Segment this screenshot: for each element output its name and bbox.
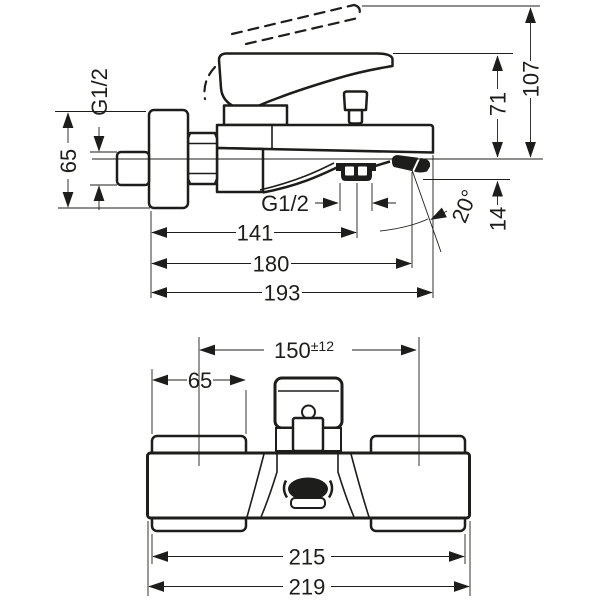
dim-label-65-side: 65 xyxy=(56,148,81,174)
dim-handle-height xyxy=(486,56,511,157)
supply-stub xyxy=(117,152,149,185)
dim-label-107: 107 xyxy=(518,60,544,98)
dim-label-20deg: 20° xyxy=(446,186,483,227)
dim-label-180: 180 xyxy=(252,251,290,277)
side-view xyxy=(55,5,544,306)
dim-handle-raised-height xyxy=(519,8,544,157)
dim-outlet-thread xyxy=(261,191,396,216)
spout-outlet-stub xyxy=(336,163,376,181)
dim-label-14: 14 xyxy=(485,206,511,232)
dim-inlet-thread xyxy=(87,68,112,210)
dim-label-141: 141 xyxy=(236,220,274,246)
hex-nut xyxy=(188,133,217,184)
dim-label-g12-outlet: G1/2 xyxy=(261,191,309,216)
dim-label-193: 193 xyxy=(263,280,301,306)
dim-total-depth xyxy=(152,281,432,306)
dim-label-g12-inlet: G1/2 xyxy=(87,68,112,116)
dim-spout-reach xyxy=(152,221,356,246)
dim-escutcheon-width xyxy=(153,368,245,393)
cartridge-cover xyxy=(224,106,287,126)
dim-plate-height xyxy=(56,113,81,207)
dim-label-65-front: 65 xyxy=(187,368,213,393)
dim-label-150: $150^{\pm 12}$ xyxy=(274,338,334,363)
diverter-knob xyxy=(344,92,367,124)
dim-label-219: 219 xyxy=(288,574,326,600)
body-left-block xyxy=(217,148,263,192)
dim-overall-width xyxy=(149,575,469,600)
front-view xyxy=(148,337,471,600)
dim-outlet-depth xyxy=(152,252,411,277)
dim-label-71: 71 xyxy=(485,91,511,117)
dim-outlet-drop xyxy=(486,182,511,232)
dim-body-width xyxy=(153,545,464,570)
dim-center-distance xyxy=(200,338,416,363)
dim-label-215: 215 xyxy=(288,544,326,570)
handshower-outlet xyxy=(392,155,430,173)
